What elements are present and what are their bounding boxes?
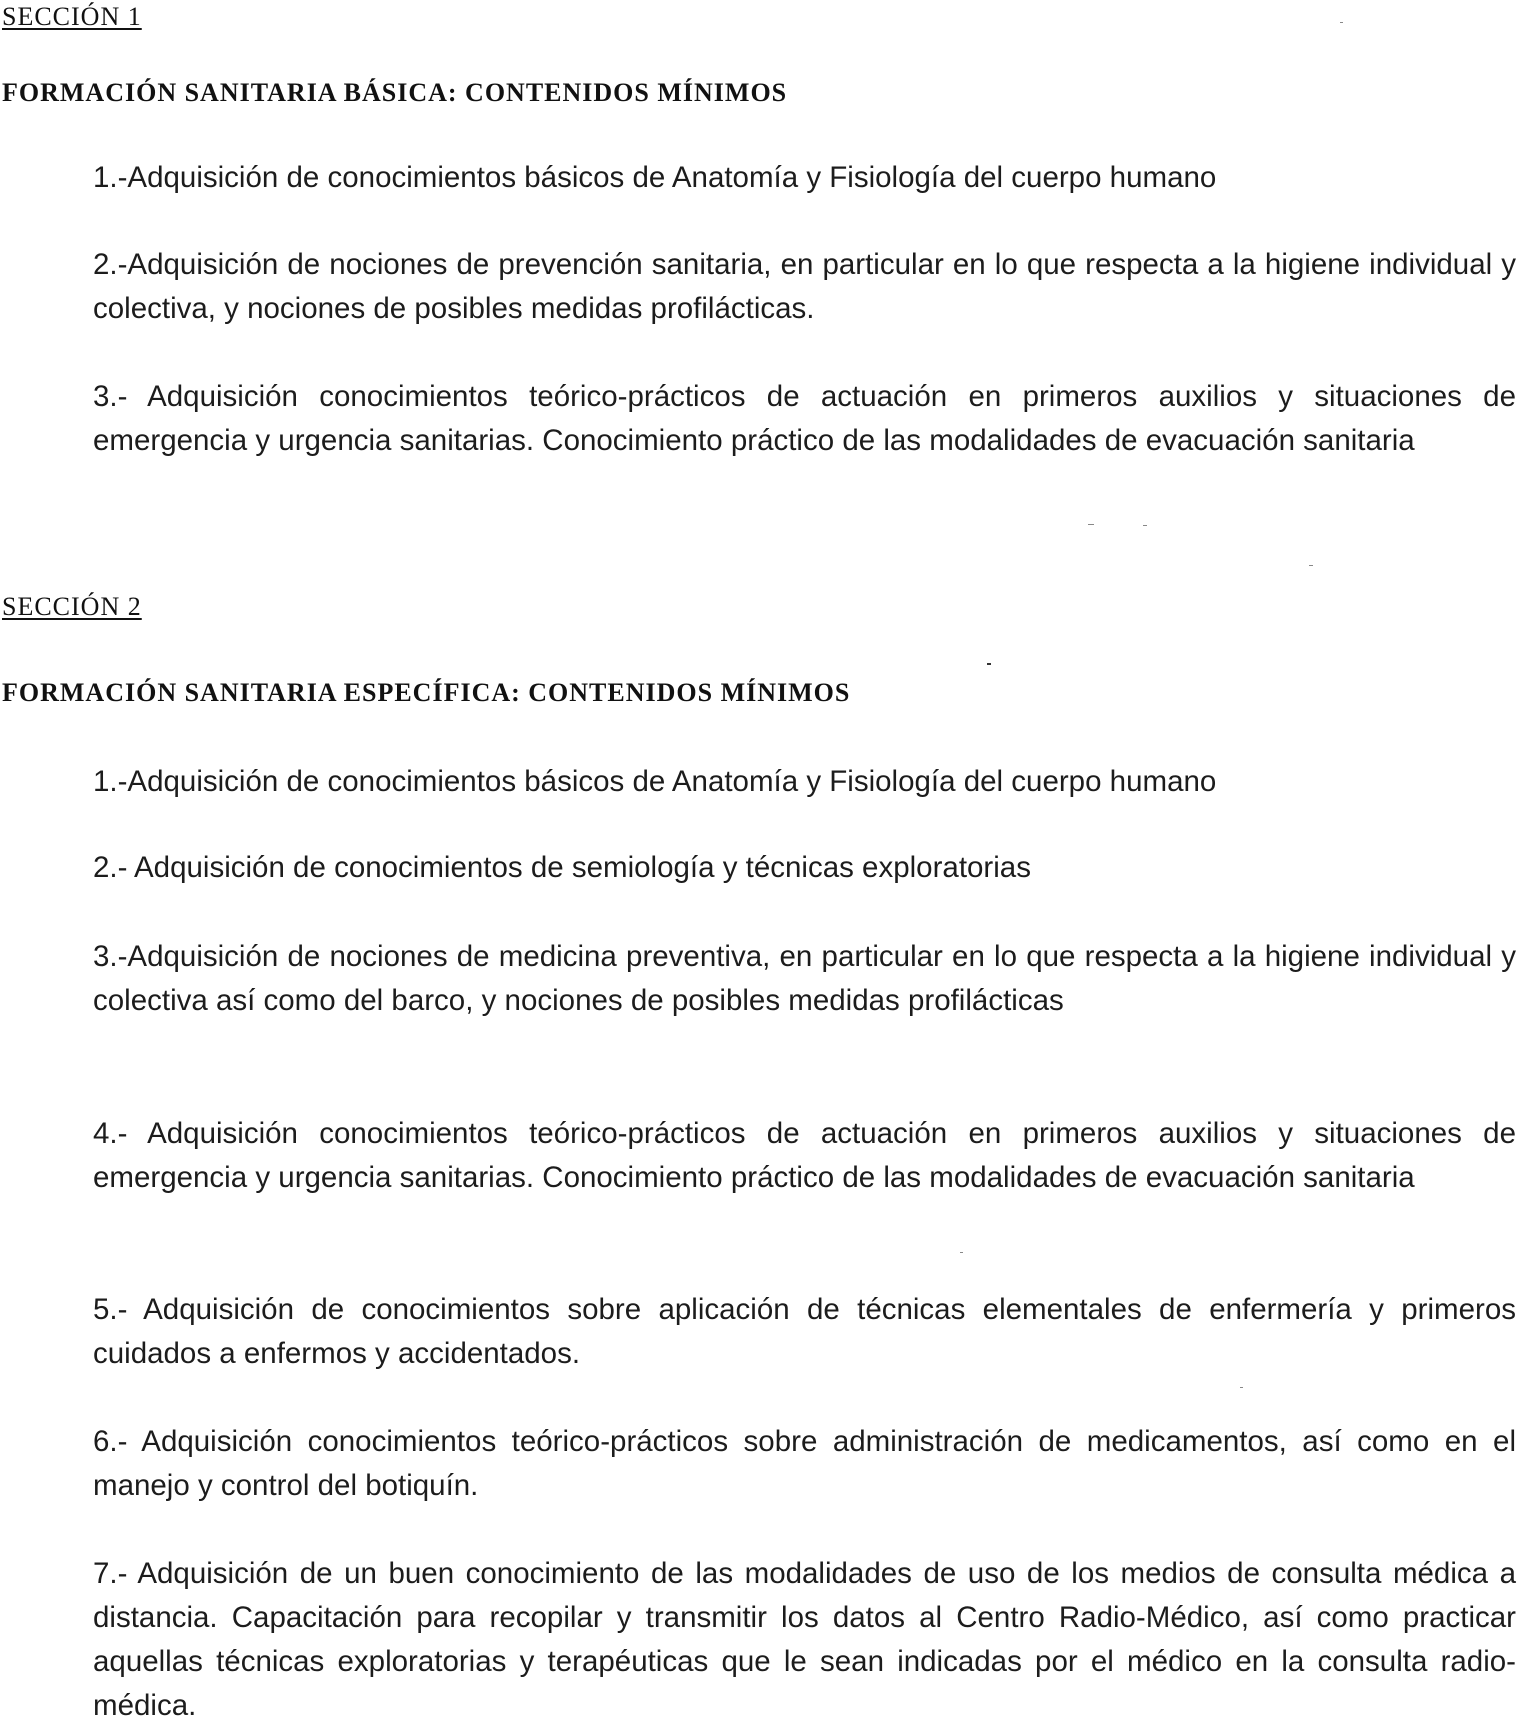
section-2-item-1: 1.-Adquisición de conocimientos básicos de Anatomía y Fisiología del cuerpo humano [93,765,1217,798]
section-1-item-1: 1.-Adquisición de conocimientos básicos de Anatomía y Fisiología del cuerpo humano [93,161,1217,194]
section-2-label: SECCIÓN 2 [2,592,142,621]
section-2-item-7: 7.- Adquisición de un buen conocimiento de las modalidades de uso de los medios de consulta médica a distancia. Capacitación para recopilar y transmitir los datos al Centro Radio-Médico, así como practicar aquellas técnicas exploratorias y terapéuticas que le sean indicadas por el médico en la consulta radio-médica. [93,1557,1516,1722]
section-2-item-2: 2.- Adquisición de conocimientos de semiología y técnicas exploratorias [93,851,1031,884]
section-2-item-4: 4.- Adquisición conocimientos teórico-prácticos de actuación en primeros auxilios y situaciones de emergencia y urgencia sanitarias. Conocimiento práctico de las modalidades de evacuación sanitaria [93,1117,1516,1194]
section-1-heading: FORMACIÓN SANITARIA BÁSICA: CONTENIDOS MÍNIMOS [2,78,788,107]
scan-speck [1340,22,1343,23]
section-2-item-3: 3.-Adquisición de nociones de medicina preventiva, en particular en lo que respecta a la higiene individual y colectiva así como del barco, y nociones de posibles medidas profilácticas [93,940,1516,1017]
scan-speck [1240,1387,1243,1388]
scan-speck [987,663,991,665]
section-1-label: SECCIÓN 1 [2,2,142,31]
section-1-item-3: 3.- Adquisición conocimientos teórico-prácticos de actuación en primeros auxilios y situaciones de emergencia y urgencia sanitarias. Conocimiento práctico de las modalidades de evacuación sanitaria [93,380,1516,457]
section-1-item-2: 2.-Adquisición de nociones de prevención sanitaria, en particular en lo que respecta a la higiene individual y colectiva, y nociones de posibles medidas profilácticas. [93,248,1516,325]
scan-speck [1309,565,1313,566]
section-2-heading: FORMACIÓN SANITARIA ESPECÍFICA: CONTENIDOS MÍNIMOS [2,678,851,707]
scan-speck [1143,525,1147,526]
section-2-item-5: 5.- Adquisición de conocimientos sobre aplicación de técnicas elementales de enfermería y primeros cuidados a enfermos y accidentados. [93,1293,1516,1370]
section-2-item-6: 6.- Adquisición conocimientos teórico-prácticos sobre administración de medicamentos, así como en el manejo y control del botiquín. [93,1425,1516,1502]
scan-speck [1088,524,1094,525]
scan-speck [960,1252,963,1253]
